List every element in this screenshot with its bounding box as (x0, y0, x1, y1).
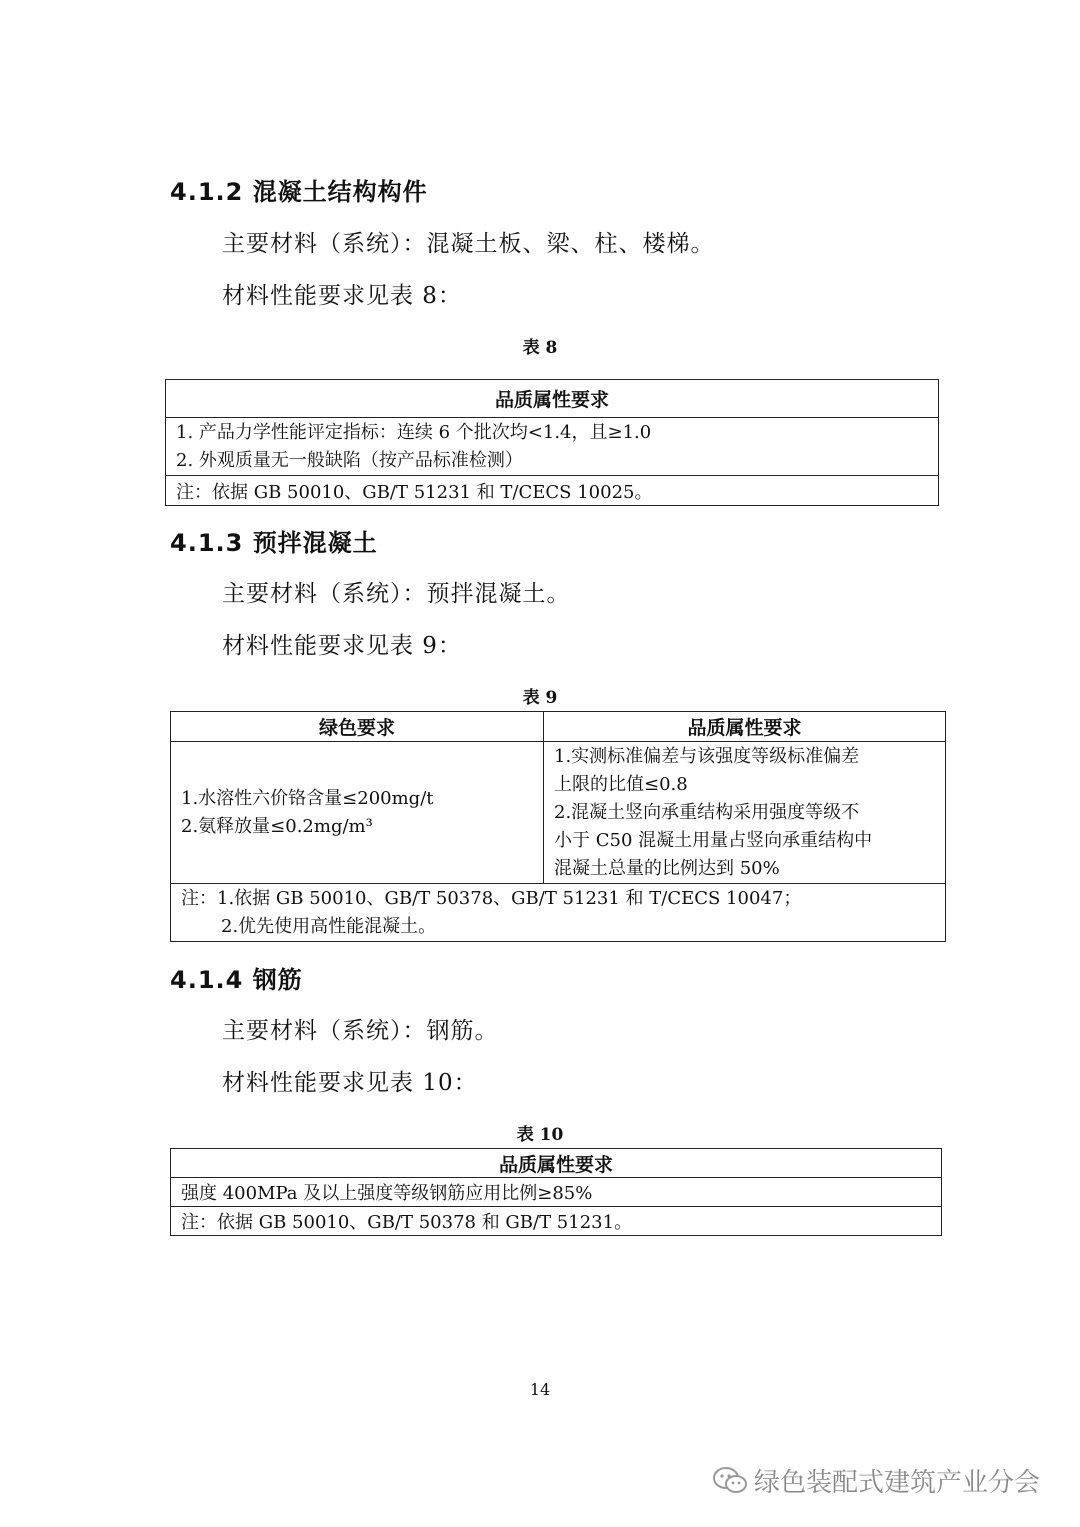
table-10-row: 强度 400MPa 及以上强度等级钢筋应用比例≥85% (171, 1178, 942, 1207)
page-number: 14 (529, 1380, 551, 1399)
table-9-green-cell (171, 742, 544, 884)
section-heading-414: 4.1.4 钢筋 (170, 966, 303, 994)
table-10-note: 注：依据 GB 50010、GB/T 50378 和 GB/T 51231。 (171, 1207, 942, 1236)
table-9-quality-line-1: 1.实测标准偏差与该强度等级标准偏差 (554, 745, 860, 767)
table-8-row-2: 2. 外观质量无一般缺陷（按产品标准检测） (176, 449, 523, 471)
table-8-header: 品质属性要求 (166, 380, 939, 418)
wechat-icon (712, 1466, 748, 1496)
table-9 (170, 711, 946, 942)
table-9-note-1: 注：1.依据 GB 50010、GB/T 50378、GB/T 51231 和 T/CECS 10047； (181, 887, 802, 909)
section-heading-413: 4.1.3 预拌混凝土 (170, 529, 378, 557)
table-9-note-2: 2.优先使用高性能混凝土。 (221, 915, 437, 937)
table-9-note (171, 884, 946, 942)
table-caption-10: 表 10 (516, 1125, 564, 1145)
table-8 (165, 379, 939, 506)
table-8-body (166, 418, 939, 476)
table-ref-412: 材料性能要求见表 8： (222, 283, 462, 309)
table-9-quality-line-2: 上限的比值≤0.8 (554, 773, 688, 795)
materials-414: 主要材料（系统）：钢筋。 (222, 1018, 499, 1044)
table-ref-414: 材料性能要求见表 10： (222, 1070, 478, 1096)
table-9-header-green: 绿色要求 (171, 712, 544, 742)
table-9-quality-line-3: 2.混凝土竖向承重结构采用强度等级不 (554, 801, 860, 823)
materials-413: 主要材料（系统）：预拌混凝土。 (222, 581, 571, 607)
table-10 (170, 1148, 942, 1236)
table-9-header-quality: 品质属性要求 (544, 712, 946, 742)
materials-412: 主要材料（系统）：混凝土板、梁、柱、楼梯。 (222, 231, 715, 257)
table-9-green-1: 1.水溶性六价铬含量≤200mg/t (181, 787, 434, 809)
section-heading-412: 4.1.2 混凝土结构构件 (170, 178, 428, 206)
watermark (712, 1462, 1040, 1499)
table-9-quality-line-5: 混凝土总量的比例达到 50% (554, 857, 780, 879)
table-8-row-1: 1. 产品力学性能评定指标：连续 6 个批次均<1.4，且≥1.0 (176, 421, 652, 443)
table-10-header: 品质属性要求 (171, 1149, 942, 1178)
table-ref-413: 材料性能要求见表 9： (222, 633, 462, 659)
table-9-quality-line-4: 小于 C50 混凝土用量占竖向承重结构中 (554, 829, 873, 851)
table-8-note: 注：依据 GB 50010、GB/T 51231 和 T/CECS 10025。 (166, 476, 939, 506)
table-caption-8: 表 8 (522, 338, 558, 358)
table-9-green-2: 2.氨释放量≤0.2mg/m³ (181, 815, 373, 837)
watermark-text: 绿色装配式建筑产业分会 (754, 1468, 1041, 1498)
table-9-quality-cell (544, 742, 946, 884)
table-caption-9: 表 9 (522, 688, 558, 708)
